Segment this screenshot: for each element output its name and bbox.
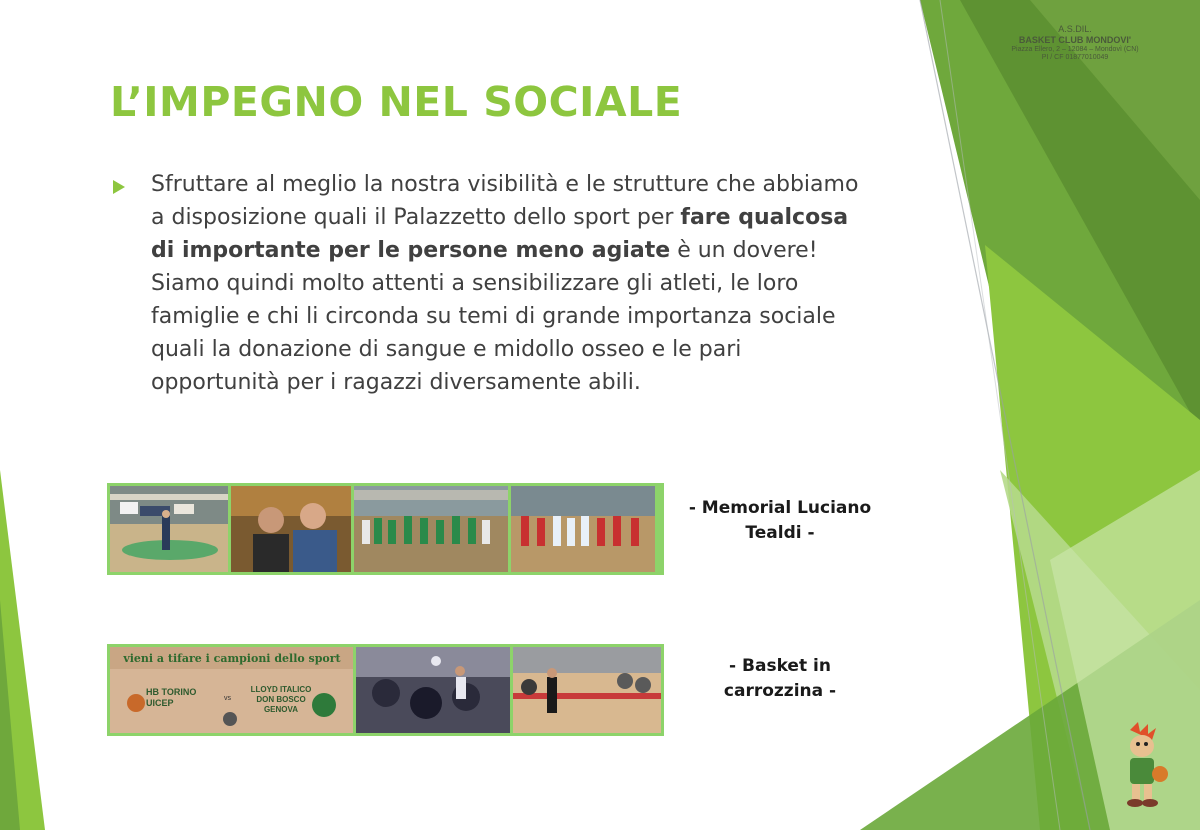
bullet-text-part1: Sfruttare al meglio la nostra visibilità e le strutture che abbiamo a disposizione quali il Palazzetto dello sport per [151, 172, 859, 230]
wheelchair-photo-strip [107, 644, 664, 736]
poster-team-right: LLOYD ITALICO DON BOSCO GENOVA [250, 685, 312, 714]
bullet-text [151, 168, 871, 399]
organization-info [990, 24, 1160, 62]
caption-memorial: - Memorial Luciano Tealdi - [688, 498, 872, 543]
photo-handshake [511, 486, 655, 572]
poster-headline: vieni a tifare i campioni dello sport [123, 652, 341, 665]
photo-gym-speaker [110, 486, 228, 572]
bullet-text-bold: fare qualcosa di importante per le persone meno agiate [151, 205, 849, 263]
photo-team-lineup [354, 486, 508, 572]
bullet-text-part2: è un dovere! Siamo quindi molto attenti a sensibilizzare gli atleti, le loro famiglie e chi li circonda su temi di grande importanza sociale quali la donazione di sangue e midollo osseo e le pari opportunità per i ragazzi diversamente abili. [151, 238, 836, 395]
mascot-icon [1108, 720, 1178, 810]
poster-vs: vs [224, 695, 231, 702]
photo-wheelchair-game [356, 647, 510, 733]
slide-title: L’IMPEGNO NEL SOCIALE [110, 78, 683, 126]
event-poster [110, 647, 353, 733]
org-vat: PI / CF 01877010049 [1041, 53, 1109, 61]
bullet-arrow-icon [113, 180, 125, 194]
poster-team-left: HB TORINO UICEP [146, 687, 197, 708]
org-address: Piazza Ellero, 2 – 12084 – Mondovì (CN) [1011, 45, 1139, 53]
caption-wheelchair-basket: - Basket in carrozzina - [723, 656, 837, 701]
org-name-line2: BASKET CLUB MONDOVI' [1018, 34, 1132, 45]
photo-two-men [231, 486, 351, 572]
memorial-photo-strip [107, 483, 664, 575]
org-name-line1: A.S.DIL. [1058, 24, 1092, 34]
photo-wheelchair-court [513, 647, 661, 733]
